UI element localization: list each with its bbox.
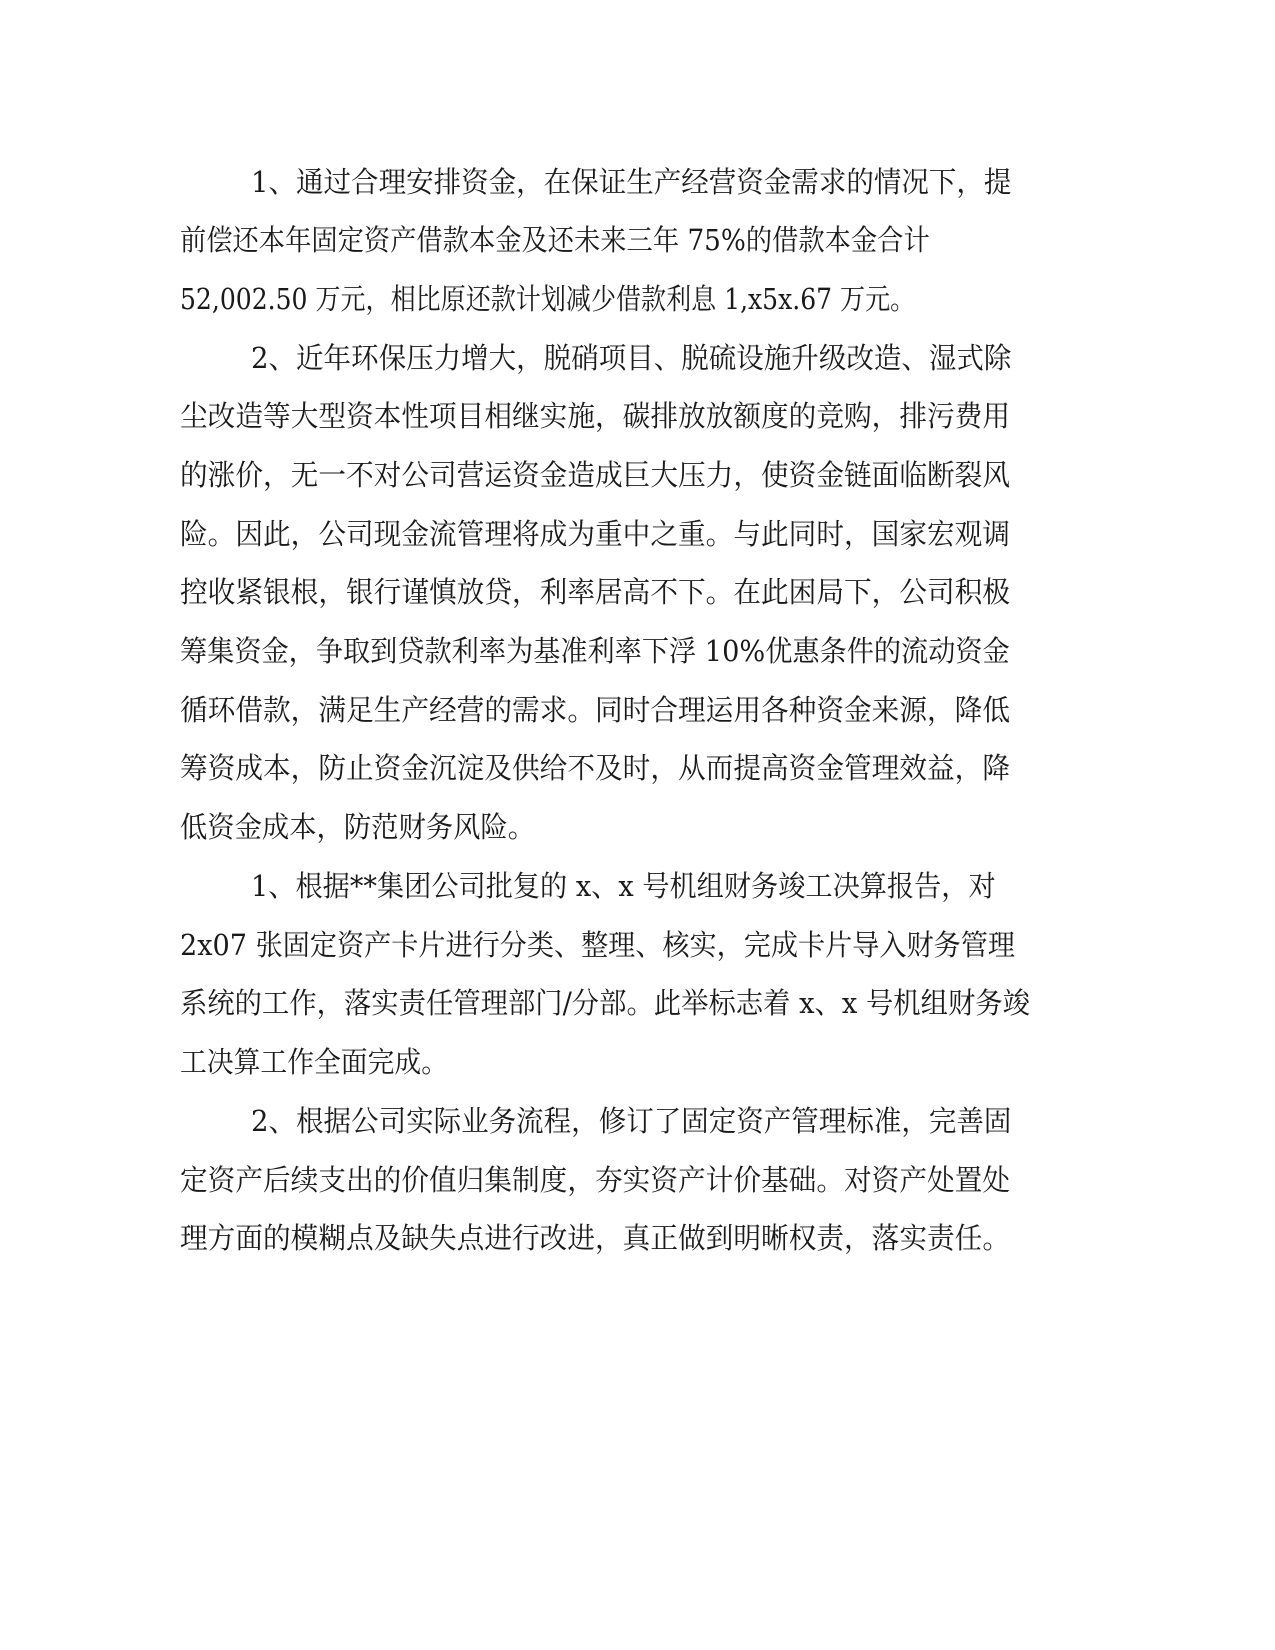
paragraph-1-line-3: 52,002.50 万元，相比原还款计划减少借款利息 1,x5x.67 万元。 [180, 282, 916, 316]
paragraph-2-line-1: 2、近年环保压力增大，脱硝项目、脱硫设施升级改造、湿式除 [251, 341, 1012, 375]
paragraph-2-line-7: 循环借款，满足生产经营的需求。同时合理运用各种资金来源，降低 [180, 693, 1011, 727]
paragraph-2-line-4: 险。因此，公司现金流管理将成为重中之重。与此同时，国家宏观调 [180, 517, 1011, 551]
paragraph-2-line-9: 低资金成本，防范财务风险。 [180, 810, 536, 844]
paragraph-2-line-6: 筹集资金，争取到贷款利率为基准利率下浮 10%优惠条件的流动资金 [180, 634, 1010, 668]
paragraph-4-line-2: 定资产后续支出的价值归集制度，夯实资产计价基础。对资产处置处 [180, 1163, 1011, 1197]
paragraph-3-line-4: 工决算工作全面完成。 [180, 1045, 449, 1079]
paragraph-3-line-3: 系统的工作，落实责任管理部门/分部。此举标志着 x、x 号机组财务竣 [180, 986, 1030, 1020]
paragraph-3-line-2: 2x07 张固定资产卡片进行分类、整理、核实，完成卡片导入财务管理 [180, 928, 1015, 962]
paragraph-1-line-2: 前偿还本年固定资产借款本金及还未来三年 75%的借款本金合计 [180, 223, 930, 257]
paragraph-4-line-1: 2、根据公司实际业务流程，修订了固定资产管理标准，完善固 [251, 1104, 1012, 1138]
paragraph-2-line-3: 的涨价，无一不对公司营运资金造成巨大压力，使资金链面临断裂风 [180, 458, 1011, 492]
paragraph-2-line-5: 控收紧银根，银行谨慎放贷，利率居高不下。在此困局下，公司积极 [180, 575, 1011, 609]
paragraph-3-line-1: 1、根据**集团公司批复的 x、x 号机组财务竣工决算报告，对 [251, 869, 996, 903]
paragraph-4-line-3: 理方面的模糊点及缺失点进行改进，真正做到明晰权责，落实责任。 [180, 1221, 1011, 1255]
paragraph-2-line-2: 尘改造等大型资本性项目相继实施，碳排放放额度的竞购，排污费用 [180, 399, 1011, 433]
paragraph-1-line-1: 1、通过合理安排资金，在保证生产经营资金需求的情况下，提 [251, 165, 1012, 199]
paragraph-2-line-8: 筹资成本，防止资金沉淀及供给不及时，从而提高资金管理效益，降 [180, 751, 1011, 785]
